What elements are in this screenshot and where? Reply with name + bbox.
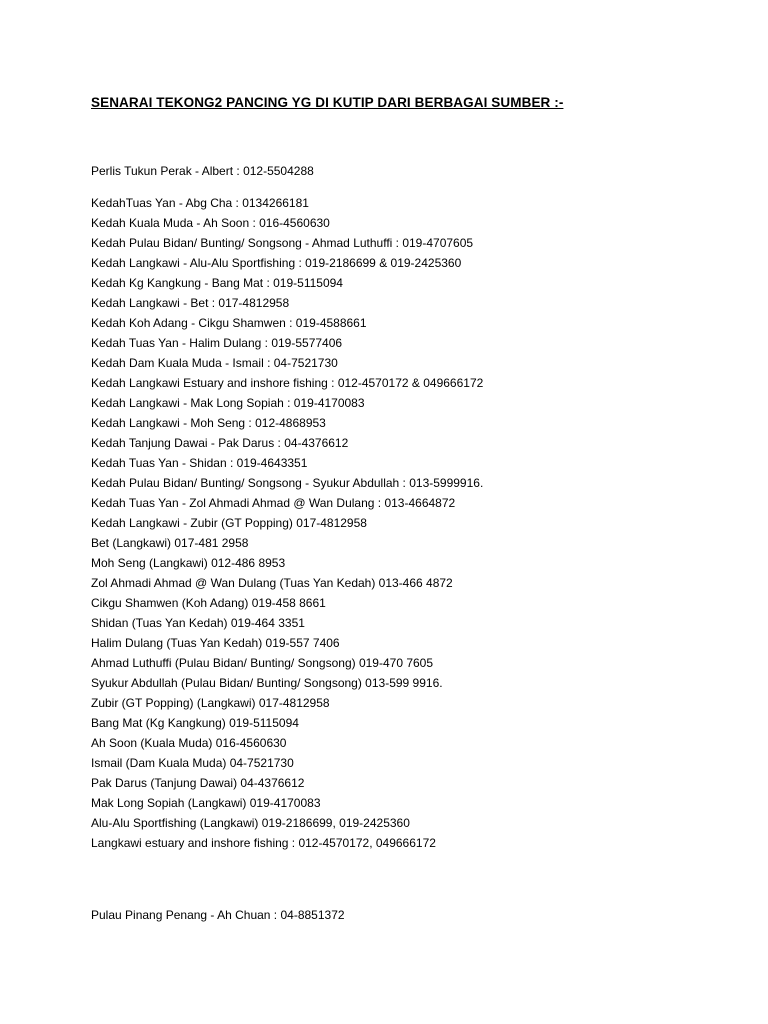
contact-list-item: Kedah Langkawi - Bet : 017-4812958 <box>91 296 290 310</box>
perlis-entry: Perlis Tukun Perak - Albert : 012-5504288 <box>91 164 314 178</box>
kedah-contact-list <box>91 193 483 853</box>
penang-entry: Pulau Pinang Penang - Ah Chuan : 04-8851372 <box>91 908 345 922</box>
contact-list-item: Kedah Koh Adang - Cikgu Shamwen : 019-4588661 <box>91 316 367 330</box>
contact-list-item: Cikgu Shamwen (Koh Adang) 019-458 8661 <box>91 596 326 610</box>
contact-list-item: Kedah Tanjung Dawai - Pak Darus : 04-4376612 <box>91 436 349 450</box>
contact-list-item: Kedah Kuala Muda - Ah Soon : 016-4560630 <box>91 216 330 230</box>
contact-list-item: Moh Seng (Langkawi) 012-486 8953 <box>91 556 286 570</box>
contact-list-item: Bet (Langkawi) 017-481 2958 <box>91 536 249 550</box>
contact-list-item: Alu-Alu Sportfishing (Langkawi) 019-2186699, 019-2425360 <box>91 816 410 830</box>
contact-list-item: Kedah Tuas Yan - Zol Ahmadi Ahmad @ Wan Dulang : 013-4664872 <box>91 496 456 510</box>
contact-list-item: Kedah Dam Kuala Muda - Ismail : 04-7521730 <box>91 356 338 370</box>
contact-list-item: Kedah Tuas Yan - Shidan : 019-4643351 <box>91 456 308 470</box>
contact-list-item: Bang Mat (Kg Kangkung) 019-5115094 <box>91 716 299 730</box>
contact-list-item: Kedah Langkawi - Moh Seng : 012-4868953 <box>91 416 326 430</box>
contact-list-item: Zol Ahmadi Ahmad @ Wan Dulang (Tuas Yan Kedah) 013-466 4872 <box>91 576 453 590</box>
contact-list-item: Kedah Langkawi - Alu-Alu Sportfishing : 019-2186699 & 019-2425360 <box>91 256 462 270</box>
contact-list-item: Kedah Langkawi Estuary and inshore fishing : 012-4570172 & 049666172 <box>91 376 484 390</box>
contact-list-item: Ismail (Dam Kuala Muda) 04-7521730 <box>91 756 294 770</box>
contact-list-item: Pak Darus (Tanjung Dawai) 04-4376612 <box>91 776 305 790</box>
contact-list-item: Mak Long Sopiah (Langkawi) 019-4170083 <box>91 796 321 810</box>
contact-list-item: Kedah Pulau Bidan/ Bunting/ Songsong - Ahmad Luthuffi : 019-4707605 <box>91 236 474 250</box>
contact-list-item: Halim Dulang (Tuas Yan Kedah) 019-557 7406 <box>91 636 340 650</box>
contact-list-item: Ah Soon (Kuala Muda) 016-4560630 <box>91 736 287 750</box>
contact-list-item: Kedah Tuas Yan - Halim Dulang : 019-5577406 <box>91 336 343 350</box>
contact-list-item: Kedah Langkawi - Zubir (GT Popping) 017-4812958 <box>91 516 367 530</box>
contact-list-item: Kedah Langkawi - Mak Long Sopiah : 019-4170083 <box>91 396 365 410</box>
contact-list-item: Langkawi estuary and inshore fishing : 012-4570172, 049666172 <box>91 836 436 850</box>
contact-list-item: Shidan (Tuas Yan Kedah) 019-464 3351 <box>91 616 305 630</box>
contact-list-item: Syukur Abdullah (Pulau Bidan/ Bunting/ Songsong) 013-599 9916. <box>91 676 443 690</box>
contact-list-item: Kedah Pulau Bidan/ Bunting/ Songsong - Syukur Abdullah : 013-5999916. <box>91 476 484 490</box>
contact-list-item: Kedah Kg Kangkung - Bang Mat : 019-5115094 <box>91 276 343 290</box>
contact-list-item: Ahmad Luthuffi (Pulau Bidan/ Bunting/ Songsong) 019-470 7605 <box>91 656 434 670</box>
document-title: SENARAI TEKONG2 PANCING YG DI KUTIP DARI BERBAGAI SUMBER :- <box>91 95 564 110</box>
contact-list-item: KedahTuas Yan - Abg Cha : 0134266181 <box>91 196 309 210</box>
contact-list-item: Zubir (GT Popping) (Langkawi) 017-4812958 <box>91 696 330 710</box>
